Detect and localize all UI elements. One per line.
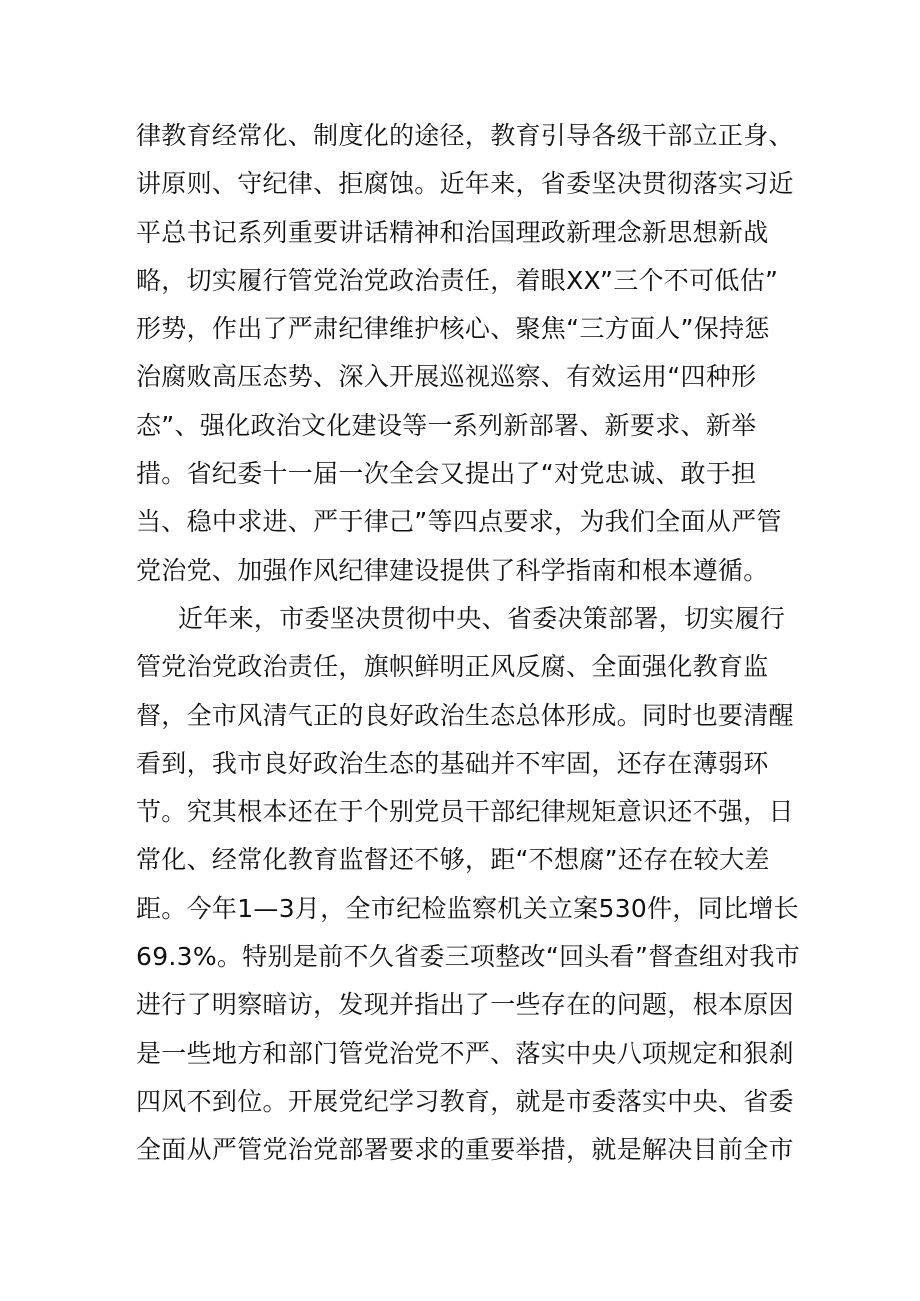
document-body — [136, 112, 801, 1175]
paragraph-2-line-6: 常化、经常化教育监督还不够，距“不想腐”还存在较大差 — [136, 845, 770, 875]
paragraph-2-line-4: 看到，我市良好政治生态的基础并不牢固，还存在薄弱环 — [136, 748, 769, 778]
paragraph-1-line-7: 态”、强化政治文化建设等一系列新部署、新要求、新举 — [136, 410, 757, 440]
paragraph-1-line-1: 律教育经常化、制度化的途径，教育引导各级干部立正身、 — [136, 121, 794, 150]
paragraph-1-line-5: 形势，作出了严肃纪律维护核心、聚焦“三方面人”保持惩 — [136, 314, 770, 344]
paragraph-1-line-8: 措。省纪委十一届一次全会又提出了“对党忠诚、敢于担 — [136, 459, 757, 489]
paragraph-1-line-10: 党治党、加强作风纪律建设提供了科学指南和根本遵循。 — [136, 555, 769, 585]
paragraph-1-line-2: 讲原则、守纪律、拒腐蚀。近年来，省委坚决贯彻落实习近 — [136, 169, 794, 199]
paragraph-2-line-5: 节。究其根本还在于个别党员干部纪律规矩意识还不强，日 — [136, 797, 794, 827]
paragraph-1-line-3: 平总书记系列重要讲话精神和治国理政新理念新思想新战 — [136, 217, 769, 247]
paragraph-1-line-4: 略，切实履行管党治党政治责任，着眼XX”三个不可低估” — [136, 265, 779, 295]
paragraph-1-line-9: 当、稳中求进、严于律己”等四点要求，为我们全面从严管 — [136, 507, 782, 537]
paragraph-1-line-6: 治腐败高压态势、深入开展巡视巡察、有效运用“四种形 — [136, 362, 757, 392]
paragraph-2-line-2: 管党治党政治责任，旗帜鲜明正风反腐、全面强化教育监 — [136, 652, 769, 682]
paragraph-2-line-10: 是一些地方和部门管党治党不严、落实中央八项规定和狠刹 — [136, 1038, 794, 1068]
paragraph-2-line-11: 四风不到位。开展党纪学习教育，就是市委落实中央、省委 — [136, 1086, 794, 1116]
paragraph-2-line-7: 距。今年1—3月，全市纪检监察机关立案530件，同比增长 — [136, 893, 799, 923]
paragraph-2-line-3: 督，全市风清气正的良好政治生态总体形成。同时也要清醒 — [136, 700, 794, 730]
paragraph-2-line-8: 69.3%。特别是前不久省委三项整改“回头看”督查组对我市 — [136, 942, 801, 972]
paragraph-2-line-9: 进行了明察暗访，发现并指出了一些存在的问题，根本原因 — [136, 990, 794, 1020]
paragraph-2-line-1: 近年来，市委坚决贯彻中央、省委决策部署，切实履行 — [178, 603, 786, 633]
paragraph-2-line-12: 全面从严管党治党部署要求的重要举措，就是解决目前全市 — [136, 1135, 794, 1165]
